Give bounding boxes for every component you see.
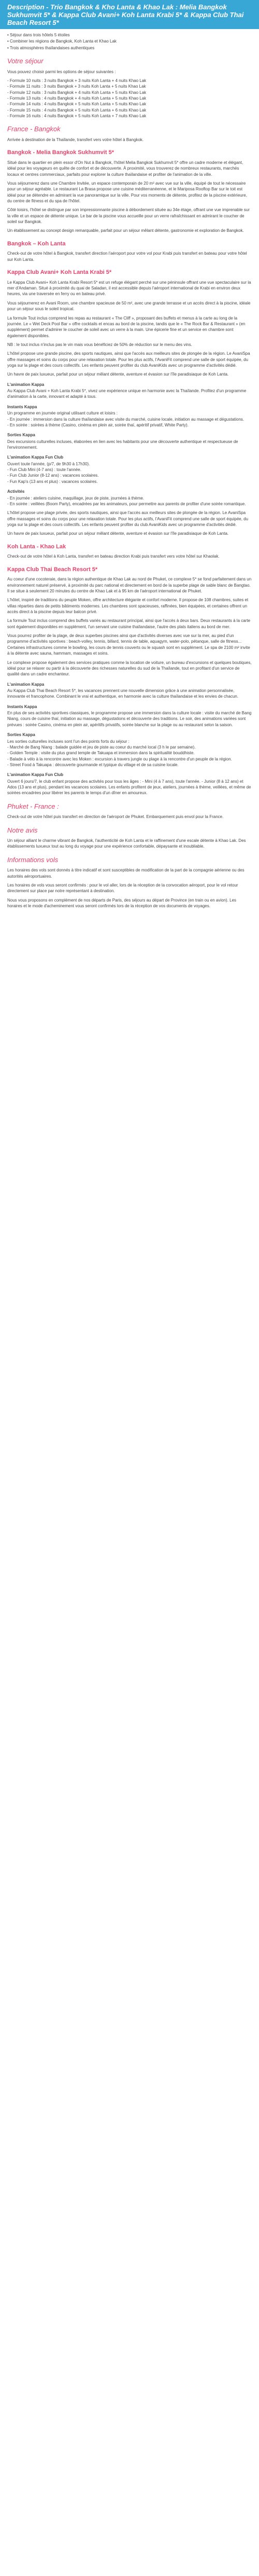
thai-sorties-item: - Marché de Bang Niang : balade guidée et jeu de piste au coeur du marché local (3 h le par semaine). (7, 744, 196, 750)
koh-lanta-khao-lak-text: Check-out de votre hôtel à Koh Lanta, transfert en bateau direction Krabi puis transfert vers votre hôtel sur Khaolak. (7, 554, 220, 559)
sejour-option: - Formule 16 nuits : 4 nuits Bangkok + 5 nuits Koh Lanta + 7 nuits Khao Lak (7, 114, 147, 119)
section-title-thai-beach: Kappa Club Thai Beach Resort 5* (7, 566, 98, 573)
avani-fun-club-item: Ouvert toute l'année, (p/7, de 9h30 à 17h30). (7, 461, 90, 466)
avani-instants-list (7, 410, 252, 428)
section-title-phuket-france: Phuket - France : (7, 802, 59, 810)
avani-paragraph: Un havre de paix luxueux, parfait pour un séjour mêlant détente, aventure et évasion sur l'île paradisiaque de Koh Lanta. (7, 372, 229, 377)
avani-sorties-text: Des excursions culturelles incluses, élaborées en lien avec les habitants pour une découverte authentique et respectueuse de l'environnement. (7, 439, 238, 450)
sejour-option: - Formule 13 nuits : 4 nuits Bangkok + 4 nuits Koh Lanta + 5 nuits Khao Lak (7, 95, 147, 101)
thai-fun-club-text: Ouvert 6 jours/7, le club enfant propose des activités pour tous les âges : - Mini (4 à 7 ans), toute l'année. - Junior (8 à 12 ans) et Ados (13 ans et plus), pendant les vacances scolaires. Les enfants profitent de jeux, ateliers, journées à thème, veillées, et même de soirées encadrées pour libérer les parents le temps d'un dîner en amoureux. (7, 779, 251, 796)
infos-vols-paragraph: Nous vous proposons en complément de nos départs de Paris, des séjours au départ de Province (en train ou en avion). Les horaires et le mode d'acheminement vous seront confirmés lors de la réception de vos documents de voyages. (7, 897, 237, 908)
section-title-infos-vols: Informations vols (7, 855, 59, 864)
sejour-option: - Formule 10 nuits : 3 nuits Bangkok + 3 nuits Koh Lanta + 4 nuits Khao Lak (7, 78, 147, 83)
avani-animation-text: Au Kappa Club Avani + Koh Lanta Krabi 5*, vivez une expérience unique en harmonie avec la Thaïlande. Profitez d'un programme d'animation à la carte, innovant et adapté à tous. (7, 389, 247, 399)
thai-fun-club-title: L'animation Kappa Fun Club (7, 772, 64, 778)
avani-animation-title: L'animation Kappa (7, 382, 45, 387)
page (0, 0, 259, 919)
highlights-list (7, 32, 252, 51)
highlight-item: • Séjour dans trois hôtels 5 étoiles (7, 33, 70, 37)
thai-sorties-item: - Street Food à Takuapa : découverte gourmande et typique du village et de sa cuisine locale. (7, 762, 179, 767)
avani-activites-item: - En soirée : veillées (Boom Party), encadrées par les animateurs, pour permettre aux parents de profiter d'une soirée romantique. (7, 501, 246, 506)
main-content (0, 29, 259, 909)
avani-fun-club-item: - Fun Club Junior (8-12 ans) : vacances scolaires. (7, 473, 99, 478)
thai-paragraph: Vous pourrez profiter de la plage, de deux superbes piscines ainsi que d'activités diverses avec vue sur la mer, au pied d'un programme d'activités sportives : beach-volley, tennis, billard, tennis de table, aquagym, water-polo, pétanque, salle de fitness... Certaines infrastructures comme le bowling, les cours de tennis couverts ou le squash sont en supplément. Le spa de 2100 m² invite à la détente avec sauna, hammam, massages et soins. (7, 633, 250, 656)
avani-paragraph: NB : le tout inclus n'inclus pas le vin mais vous bénéficiez de 50% de réduction sur le menu des vins. (7, 342, 192, 347)
sejour-option: - Formule 11 nuits : 3 nuits Bangkok + 3 nuits Koh Lanta + 5 nuits Khao Lak (7, 84, 146, 89)
thai-paragraph: Au coeur d'une cocoteraie, dans la région authentique de Khao Lak au nord de Phuket, ce complexe 5* se fond parfaitement dans un environnement naturel préservé, à proximité du parc national et directement en bord de la superbe plage de sable blanc de Bangtao. Il se situe à seulement 20 minutes du centre de Khao Lak et à 95 km de l'aéroport international de Phuket. (7, 577, 252, 593)
section-title-avani: Kappa Club Avani+ Koh Lanta Krabi 5* (7, 269, 112, 276)
avani-paragraph: La formule Tout inclus comprend les repas au restaurant « The Cliff », proposant des buffets et menus à la carte au long de la journée. Le « Wet Deck Pool Bar » offre cocktails et encas au bord de la piscine, tandis que le « The Rock Bar & Restaurant » (en supplément) permet d'admirer le coucher de soleil avec un verre à la main. Une épicerie fine et un service en chambre sont également disponibles. (7, 315, 246, 338)
section-title-sejour: Votre séjour (7, 57, 44, 65)
thai-paragraph: L'hôtel, inspiré de traditions du peuple Moken, offre architecture élégante et confort moderne. Il propose de 108 chambres, suites et villas réparties dans de petits bâtiments modernes. Les chambres sont spacieuses, raffinées, bien équipées, et certaines offrent un accès direct à la piscine depuis leur balcon privé. (7, 598, 249, 615)
avis-text: Un séjour alliant le charme vibrant de Bangkok, l'authenticité de Koh Lanta et le raffinement d'une escale détente à Khao Lak. Des établissements luxueux tout au long du voyage pour une expérience confortable, dépaysante et inoubliable. (7, 838, 246, 849)
avani-fun-club-item: - Fun Kap's (13 ans et plus) : vacances scolaires. (7, 479, 98, 484)
thai-animation-text: Au Kappa Club Thai Beach Resort 5*, les vacances prennent une nouvelle dimension grâce à une animation personnalisée, innovante et francophone. Combinant le vrai et authentique, en harmonie avec la culture thaïlandaise et les envies de chacun. (7, 688, 239, 699)
thai-paragraph: La formule Tout inclus comprend des buffets variés au restaurant principal, ainsi que l'accès à deux bars. Deux restaurants à la carte sont également disponibles en supplément, l'un servant une cuisine thaïlandaise, l'autre des plats italiens au bord de mer. (7, 618, 251, 629)
melia-paragraph: Situé dans le quartier en plein essor d'On Nut à Bangkok, l'hôtel Melia Bangkok Sukhumvit 5* offre un cadre moderne et élégant, idéal pour les voyageurs en quête de confort et de découverte. À proximité, vous trouverez de nombreux restaurants, marchés locaux et centres commerciaux, parfaits pour explorer la culture thaïlandaise et profiter de l'animation de la ville. (7, 160, 243, 177)
avani-paragraph: Un havre de paix luxueux, parfait pour un séjour mêlant détente, aventure et évasion sur l'île paradisiaque de Koh Lanta. (7, 531, 229, 536)
thai-sorties-item: Les sorties culturelles incluses sont l'un des points forts du séjour : (7, 739, 130, 744)
sejour-intro: Vous pouvez choisir parmi les options de séjour suivantes : (7, 69, 116, 74)
avani-paragraph: Vous séjournerez en Avani Room, une chambre spacieuse de 50 m², avec une grande terrasse et un accès direct à la piscine, idéale pour un séjour sous le soleil tropical. (7, 300, 251, 312)
page-title: Description - Trio Bangkok & Kho Lanta & Khao Lak : Melia Bangkok Sukhumvit 5* & Kappa Club Avani+ Koh Lanta Krabi 5* & Kappa Club Thai Beach Resort 5* (0, 0, 259, 29)
infos-vols-paragraph: Les horaires des vols sont donnés à titre indicatif et sont susceptibles de modification de la part de la compagnie aérienne ou des autorités aéroportuaires. (7, 868, 244, 879)
thai-instants-text: En plus de ses activités sportives classiques, le programme propose une immersion dans la culture locale : visite du marché de Bang Niang, cours de cuisine thaï, initiation au massage, dégustations et découverte des traditions. Le soir, des animations variées sont prévues : soirée Casino, cinéma en plein air, apéritifs privatifs, soirée blanche sur la plage ou au restaurant selon la saison. (7, 711, 252, 727)
thai-paragraph: Le complexe propose également des services pratiques comme la location de voiture, un bureau d'excursions et quelques boutiques, idéal pour se relaxer ou partir à la découverte des richesses naturelles du sud de la Thaïlande, tout en profitant d'un service de qualité dans un cadre enchanteur. (7, 660, 252, 677)
thai-animation-title: L'animation Kappa (7, 682, 45, 687)
avani-instants-item: - En journée : immersion dans la culture thaïlandaise avec visite du marché, cuisine locale, initiation au massage et dégustations. (7, 417, 244, 422)
melia-paragraph: Un établissement au concept design remarquable, parfait pour un séjour mêlant détente, gastronomie et exploration de Bangkok. (7, 228, 244, 233)
avani-instants-item: Un programme en journée original utilisant culture et loisirs : (7, 411, 118, 416)
thai-sorties-list (7, 739, 252, 768)
avani-fun-club-list (7, 461, 252, 484)
avani-activites-list (7, 495, 252, 507)
avani-instants-title: Instants Kappa (7, 404, 37, 409)
thai-sorties-item: - Balade à vélo à la rencontre avec les Moken : excursion à travers jungle ou plage à la rencontre d'un peuple de la région. (7, 756, 232, 761)
infos-vols-paragraph: Les horaires de vols vous seront confirmés : pour le vol aller, lors de la réception de la convocation aéroport, pour le vol retour directement sur place par notre représentant à destination. (7, 882, 238, 894)
thai-sorties-title: Sorties Kappa (7, 732, 35, 738)
highlight-item: • Combiner les régions de Bangkok, Koh Lanta et Khao Lak (7, 39, 117, 44)
avani-sorties-title: Sorties Kappa (7, 433, 35, 438)
sejour-option: - Formule 14 nuits : 4 nuits Bangkok + 5 nuits Koh Lanta + 5 nuits Khao Lak (7, 102, 147, 107)
melia-paragraph: Vous séjournerez dans une Chambre Invitée, un espace contemporain de 20 m² avec vue sur la ville, équipé de tout le nécessaire pour un séjour agréable. Le restaurant La Brasa propose une cuisine méditerranéenne, et le Mariposa Rooftop Bar sur le toit est idéal pour se détendre en admirant la vue panoramique sur la ville. Pour vos moments de détente, profitez de la piscine extérieure, du centre de fitness et du spa de l'hôtel. (7, 181, 247, 203)
avani-paragraph: L'hôtel propose une grande piscine, des sports nautiques, ainsi que l'accès aux meilleurs sites de plongée de la région. Le AvaniSpa offre massages et soins du corps pour une relaxation totale. Pour les plus actifs, l'AvaniFit comprend une salle de sport équipée, du yoga sur la plage et des cours collectifs. Les enfants peuvent profiter du club AvaniKids avec un programme d'activités dédié. (7, 351, 250, 368)
phuket-france-text: Check-out de votre hôtel puis transfert en direction de l'aéroport de Phuket. Embarquement puis envol pour la France. (7, 814, 224, 820)
thai-sorties-item: - Golden Temple : visite du plus grand temple de Takuapa et immersion dans la spiritualité bouddhiste. (7, 751, 195, 756)
sejour-option: - Formule 15 nuits : 4 nuits Bangkok + 5 nuits Koh Lanta + 6 nuits Khao Lak (7, 107, 147, 113)
avani-paragraph: L'hôtel propose une plage privée, des sports nautiques, ainsi que l'accès aux meilleurs sites de plongée de la région. Le AvaniSpa offre massages et soins du corps pour une relaxation totale. Pour les plus actifs, l'AvaniFit comprend une salle de sport équipée, du yoga sur la plage et des cours collectifs. Les enfants peuvent profiter du club AvaniKids avec un programme d'activités dédié. (7, 510, 249, 527)
melia-paragraph: Côté loisirs, l'hôtel se distingue par son impressionnante piscine à débordement située au 34e étage, offrant une vue imprenable sur la ville et un espace de détente unique. Le bar de la piscine vous accueille pour un verre rafraîchissant en admirant le coucher de soleil sur Bangkok. (7, 207, 250, 225)
bangkok-koh-lanta-text: Check-out de votre hôtel à Bangkok, transfert direction l'aéroport pour votre vol pour Krabi puis transfert en bateau pour votre hôtel sur Koh Lanta. (7, 251, 247, 262)
section-title-bangkok-koh-lanta: Bangkok – Koh Lanta (7, 240, 66, 247)
section-title-koh-lanta-khao-lak: Koh Lanta - Khao Lak (7, 543, 66, 550)
section-title-france-bangkok: France - Bangkok (7, 125, 61, 133)
avani-activites-item: - En journée : ateliers cuisine, maquillage, jeux de piste, journées à thème. (7, 495, 145, 501)
sejour-options-list (7, 78, 252, 119)
thai-instants-title: Instants Kappa (7, 704, 37, 709)
avani-activites-title: Activités (7, 489, 25, 494)
section-title-avis: Notre avis (7, 826, 38, 834)
avani-fun-club-item: - Fun Club Mini (4-7 ans) : toute l'année. (7, 467, 81, 473)
section-title-melia: Bangkok - Melia Bangkok Sukhumvit 5* (7, 149, 114, 156)
avani-fun-club-title: L'animation Kappa Fun Club (7, 455, 64, 460)
highlight-item: • Trois atmosphères thaïlandaises authentiques (7, 45, 95, 50)
france-bangkok-text: Arrivée à destination de la Thaïlande, transfert vers votre hôtel à Bangkok. (7, 137, 144, 142)
avani-instants-item: - En soirée : soirées à thème (Casino, cinéma en plein air, soirée thaï, apéritif privatif, White Party). (7, 422, 189, 427)
avani-paragraph: Le Kappa Club Avani+ Koh Lanta Krabi Resort 5* est un refuge élégant perché sur une péninsule offrant une vue spectaculaire sur la mer d'Andaman. Situé à proximité du quai de Saladan, il est accessible depuis l'aéroport international de Krabi en environ deux heures, via une traversée en ferry ou en bateau privé. (7, 280, 251, 297)
sejour-option: - Formule 12 nuits : 3 nuits Bangkok + 4 nuits Koh Lanta + 5 nuits Khao Lak (7, 90, 147, 95)
